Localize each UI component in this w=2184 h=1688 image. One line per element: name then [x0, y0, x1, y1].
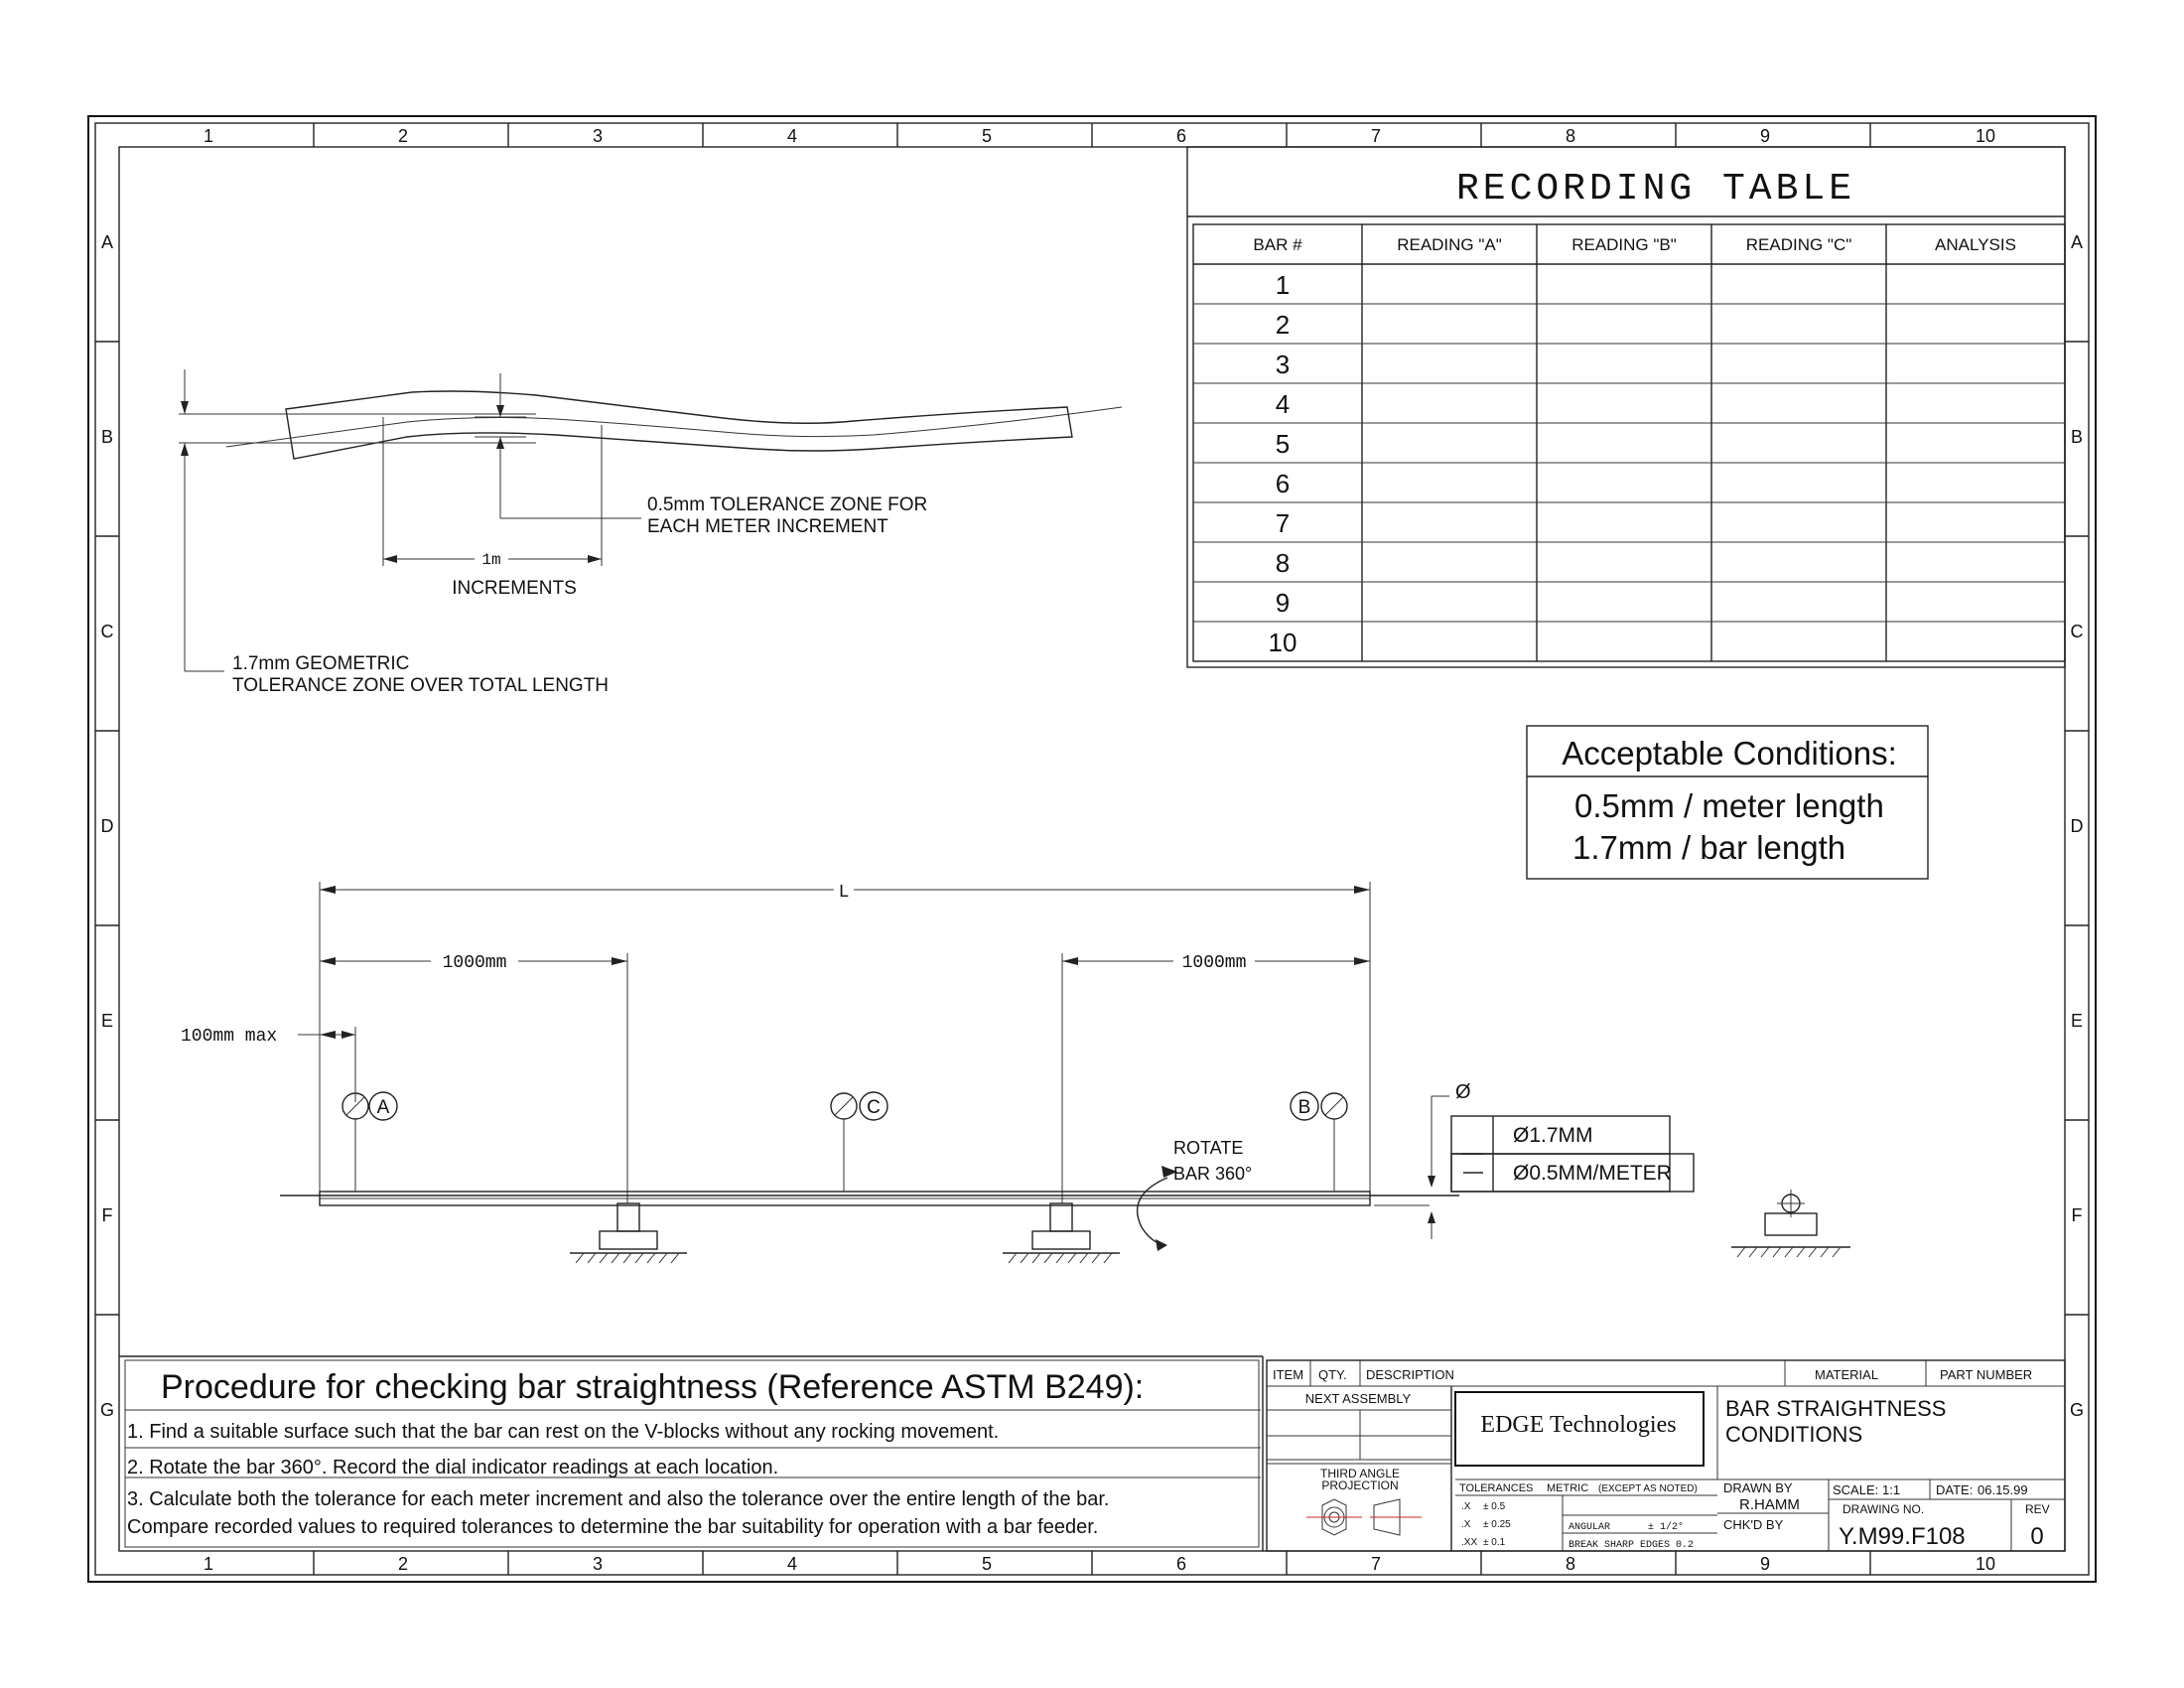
col-label: 5 — [981, 1554, 993, 1574]
row-label: B — [100, 427, 114, 447]
col-label: 1 — [203, 126, 214, 146]
increment-dim-label: 1m — [481, 551, 501, 569]
tb-description-label: DESCRIPTION — [1366, 1367, 1454, 1382]
row-label: F — [2071, 1205, 2083, 1225]
overall-length-dim: L — [838, 883, 850, 903]
tb-item-label: ITEM — [1273, 1367, 1304, 1382]
tb-drawing-no-label: DRAWING NO. — [1843, 1502, 1925, 1516]
setup-diagram — [181, 882, 1850, 1263]
col-label: 6 — [1175, 1554, 1187, 1574]
table-header: READING "A" — [1397, 235, 1502, 254]
tb-rev-label: REV — [2025, 1502, 2050, 1516]
col-label: 10 — [1975, 1554, 1996, 1574]
procedure-box — [119, 1356, 1263, 1551]
recording-table — [1187, 147, 2065, 667]
procedure-step-3a: 3. Calculate both the tolerance for each meter increment and also the tolerance over the entire length of the bar. — [127, 1488, 1110, 1510]
end-view-icon — [1731, 1190, 1850, 1257]
table-row-bar: 7 — [1275, 508, 1291, 538]
col-label: 3 — [592, 126, 604, 146]
tb-tol-xx-val: ± 0.25 — [1483, 1519, 1511, 1530]
table-header: READING "C" — [1745, 235, 1852, 254]
row-label: G — [2069, 1400, 2085, 1420]
procedure-step-3b: Compare recorded values to required tolerances to determine the bar suitability for operation with a bar feeder. — [127, 1516, 1099, 1538]
row-label: D — [2070, 816, 2084, 836]
tb-qty-label: QTY. — [1318, 1367, 1347, 1382]
tb-tol-xx: .X — [1461, 1519, 1471, 1530]
table-row-bar: 6 — [1275, 469, 1291, 498]
table-row-bar: 3 — [1275, 350, 1291, 379]
table-header: BAR # — [1253, 235, 1302, 254]
tb-chkd-by-label: CHK'D BY — [1723, 1517, 1784, 1532]
tb-drawn-by-label: DRAWN BY — [1723, 1480, 1793, 1495]
tb-tol-xxx: .XX — [1461, 1537, 1478, 1548]
projection-label-2: PROJECTION — [1321, 1478, 1399, 1492]
geometric-label-line2: TOLERANCE ZONE OVER TOTAL LENGTH — [232, 675, 610, 696]
company-name: EDGE Technologies — [1480, 1412, 1677, 1438]
col-label: 1 — [203, 1554, 214, 1574]
row-label: D — [100, 816, 114, 836]
tb-drawn-by: R.HAMM — [1739, 1496, 1800, 1513]
rotate-arrow-icon — [1138, 1178, 1167, 1245]
tb-except-label: (EXCEPT AS NOTED) — [1598, 1483, 1698, 1494]
title-block — [1267, 1360, 2065, 1551]
col-label: 5 — [981, 126, 993, 146]
col-label: 8 — [1565, 126, 1576, 146]
row-label: E — [100, 1011, 114, 1031]
indicator-b-label: B — [1297, 1097, 1311, 1118]
procedure-title: Procedure for checking bar straightness (Reference ASTM B249): — [161, 1368, 1145, 1406]
right-1000mm-dim: 1000mm — [1181, 953, 1247, 973]
tb-part-number-label: PART NUMBER — [1940, 1367, 2033, 1382]
row-label: F — [101, 1205, 113, 1225]
table-header: ANALYSIS — [1935, 235, 2016, 254]
tolerance-zone-diagram — [179, 369, 1122, 696]
tb-date: 06.15.99 — [1978, 1482, 2028, 1497]
zone-label-line1: 0.5mm TOLERANCE ZONE FOR — [647, 494, 928, 515]
max-100mm-dim: 100mm max — [181, 1027, 278, 1047]
col-label: 2 — [397, 126, 409, 146]
table-row-bar: 1 — [1275, 270, 1291, 300]
geometric-label-line1: 1.7mm GEOMETRIC — [232, 653, 410, 674]
table-row-bar: 4 — [1275, 389, 1291, 419]
tb-scale: 1:1 — [1882, 1482, 1901, 1497]
acceptable-title: Acceptable Conditions: — [1562, 735, 1897, 772]
indicator-c-label: C — [867, 1097, 881, 1118]
row-label: E — [2070, 1011, 2084, 1031]
col-label: 6 — [1175, 126, 1187, 146]
third-angle-projection-icon — [1306, 1499, 1422, 1535]
col-label: 8 — [1565, 1554, 1576, 1574]
drawing-title-line1: BAR STRAIGHTNESS — [1725, 1396, 1947, 1421]
tb-break-edges: BREAK SHARP EDGES 0.2 — [1569, 1540, 1695, 1551]
acceptable-line1: 0.5mm / meter length — [1574, 787, 1884, 824]
tb-date-label: DATE: — [1936, 1482, 1974, 1497]
row-label: C — [100, 622, 114, 641]
tb-next-assembly-label: NEXT ASSEMBLY — [1304, 1391, 1412, 1406]
row-label: C — [2070, 622, 2084, 641]
drawing-title-line2: CONDITIONS — [1725, 1422, 1863, 1447]
col-label: 7 — [1370, 1554, 1382, 1574]
col-label: 7 — [1370, 126, 1382, 146]
tb-material-label: MATERIAL — [1815, 1367, 1879, 1382]
col-label: 4 — [786, 1554, 798, 1574]
tb-rev: 0 — [2030, 1523, 2044, 1550]
tb-tol-x-val: ± 0.5 — [1483, 1501, 1506, 1512]
table-row-bar: 9 — [1275, 588, 1291, 618]
procedure-step-1: 1. Find a suitable surface such that the bar can rest on the V-blocks without any rocking movement. — [127, 1421, 1000, 1443]
tb-metric-label: METRIC — [1547, 1482, 1589, 1494]
recording-table-title: RECORDING TABLE — [1455, 168, 1856, 211]
acceptable-line2: 1.7mm / bar length — [1572, 829, 1846, 866]
table-row-bar: 2 — [1275, 310, 1291, 340]
rotate-label-2: BAR 360° — [1173, 1164, 1253, 1184]
table-row-bar: 5 — [1275, 429, 1291, 459]
fcf-symbol: Ø — [1455, 1081, 1471, 1103]
tb-tolerances-label: TOLERANCES — [1459, 1482, 1534, 1494]
acceptable-conditions-box — [1527, 726, 1928, 879]
increments-label: INCREMENTS — [452, 578, 577, 599]
col-label: 10 — [1975, 126, 1996, 146]
tb-tol-xxx-val: ± 0.1 — [1483, 1537, 1506, 1548]
table-row-bar: 8 — [1275, 548, 1291, 578]
row-label: A — [100, 232, 114, 252]
tb-drawing-no: Y.M99.F108 — [1839, 1523, 1966, 1550]
row-label: G — [99, 1400, 115, 1420]
tb-scale-label: SCALE: — [1833, 1482, 1879, 1497]
rotate-label-1: ROTATE — [1173, 1138, 1244, 1158]
zone-label-line2: EACH METER INCREMENT — [647, 516, 888, 537]
fcf-value-2: Ø0.5MM/METER — [1513, 1162, 1672, 1185]
col-label: 4 — [786, 126, 798, 146]
row-label: B — [2070, 427, 2084, 447]
col-label: 9 — [1759, 126, 1771, 146]
left-1000mm-dim: 1000mm — [442, 953, 507, 973]
row-label: A — [2070, 232, 2084, 252]
table-header: READING "B" — [1571, 235, 1677, 254]
tb-angular-label: ANGULAR — [1569, 1522, 1611, 1533]
tb-tol-x: .X — [1461, 1501, 1471, 1512]
col-label: 3 — [592, 1554, 604, 1574]
tb-angular-val: ± 1/2° — [1648, 1522, 1685, 1533]
projection-label-1: THIRD ANGLE — [1319, 1467, 1401, 1480]
col-label: 2 — [397, 1554, 409, 1574]
col-label: 9 — [1759, 1554, 1771, 1574]
indicator-a-label: A — [376, 1097, 390, 1118]
table-row-bar: 10 — [1268, 628, 1297, 657]
fcf-value-1: Ø1.7MM — [1513, 1124, 1593, 1147]
procedure-step-2: 2. Rotate the bar 360°. Record the dial indicator readings at each location. — [127, 1457, 779, 1478]
